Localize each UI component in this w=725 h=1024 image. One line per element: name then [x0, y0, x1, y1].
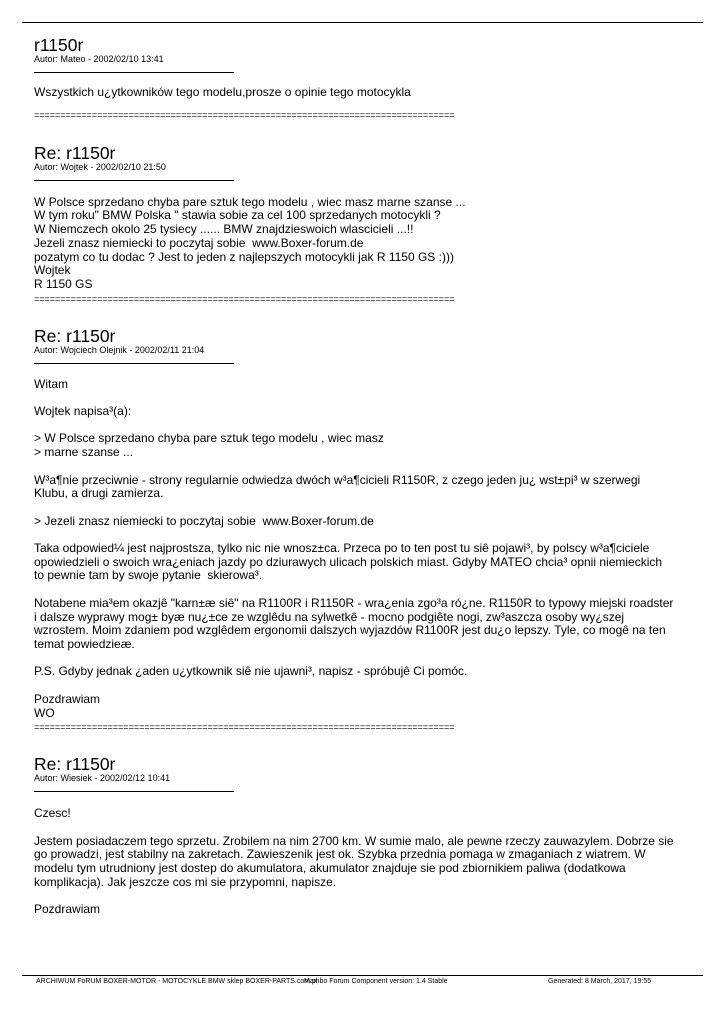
- post-rule: [34, 791, 234, 792]
- post-separator: ================================================================================: [34, 722, 455, 733]
- post-separator: ================================================================================: [34, 293, 455, 304]
- post: [34, 327, 694, 734]
- footer-rule: [22, 975, 703, 976]
- post-title: Re: r1150r: [34, 754, 116, 775]
- forum-archive: [34, 36, 694, 917]
- post: [34, 144, 694, 305]
- post-body: Witam Wojtek napisa³(a): > W Polsce sprzedano chyba pare sztuk tego modelu , wiec masz > marne szanse ... W³a¶nie przeciwnie - strony regularnie odwiedza dwóch w³a¶cicieli R1150R, z czego jeden ju¿ wst±pi³ w szerwegi Klubu, a drugi zamierza. > Jezeli znasz niemiecki to poczytaj sobie www.Boxer-forum.de Taka odpowied¼ jest najprostsza, tylko nic nie wnosz±ca. Przeca po to ten post tu siê pojawi³, by polscy w³a¶ciciele opowiedzieli o swoich wra¿eniach jazdy po dziurawych ulicach polskich miast. Gdyby MATEO chcia³ opnii niemieckich to pewnie tam by swoje pytanie skierowa³. Notabene mia³em okazjê "karn±æ siê" na R1100R i R1150R - wra¿enia zgo³a ró¿ne. R1150R to typowy miejski roadster i dalsze wyprawy mog± byæ nu¿±ce ze wzglêdu na sylwetkê - mocno podgiête nogi, zw³aszcza osoby wy¿szej wzrostem. Moim zdaniem pod wzglêdem ergonomii dalszych wyjazdów R1100R jest du¿o lepszy. Tyle, co mogê na ten temat powiedzieæ. P.S. Gdyby jednak ¿aden u¿ytkownik siê nie ujawni³, napisz - spróbujê Ci pomóc. Pozdrawiam WO: [34, 376, 674, 720]
- footer-archive-name: ARCHIWUM FoRUM BOXER-MOTOR - MOTOCYKLE BMW sklep BOXER-PARTS.com.pl: [36, 978, 318, 985]
- post-separator: ================================================================================: [34, 109, 455, 120]
- post-author-date: Autor: Wiesiek - 2002/02/12 10:41: [34, 773, 171, 784]
- post-title: Re: r1150r: [34, 142, 116, 163]
- page-footer: [36, 977, 686, 987]
- post-author-date: Autor: Wojtek - 2002/02/10 21:50: [34, 161, 166, 172]
- post-rule: [34, 363, 234, 364]
- post-author-date: Autor: Mateo - 2002/02/10 13:41: [34, 54, 164, 64]
- footer-generated-date: Generated: 8 March, 2017, 19:55: [548, 978, 652, 985]
- post-body: W Polsce sprzedano chyba pare sztuk tego modelu , wiec masz marne szanse ... W tym roku" BMW Polska " stawia sobie za cel 100 sprzedanych motocykli ? W Niemczech okolo 25 tysiecy ...... BMW znajdzieswoich wlascicieli ...!! Jezeli znasz niemiecki to poczytaj sobie www.Boxer-forum.de pozatym co tu dodac ? Jest to jeden z najlepszych motocykli jak R 1150 GS :))) Wojtek R 1150 GS: [34, 194, 466, 291]
- footer-component-version: Mambo Forum Component version: 1.4 Stable: [304, 978, 448, 985]
- post: [34, 755, 694, 917]
- post: [34, 36, 694, 121]
- post-body: Czesc! Jestem posiadaczem tego sprzetu. Zrobilem na nim 2700 km. W sumie malo, ale pewne rzeczy zauwazylem. Dobrze sie go prowadzi, jest stabilny na zakretach. Zawieszenik jest ok. Szybka przednia pomaga w zmaganiach z wiatrem. W modelu tym utrudniony jest dostep do akumulatora, akumulator znajduje sie pod zbiornikiem paliwa (dodatkowa komplikacja). Jak jeszcze cos mi sie przypomni, napisze. Pozdrawiam: [34, 806, 674, 917]
- post-rule: [34, 72, 234, 73]
- post-body: Wszystkich u¿ytkowników tego modelu,prosze o opinie tego motocykla: [34, 85, 411, 99]
- top-rule: [22, 22, 703, 23]
- post-rule: [34, 180, 234, 181]
- post-title: r1150r: [34, 35, 84, 55]
- post-author-date: Autor: Wojciech Olejnik - 2002/02/11 21:04: [34, 344, 205, 355]
- post-title: Re: r1150r: [34, 325, 116, 346]
